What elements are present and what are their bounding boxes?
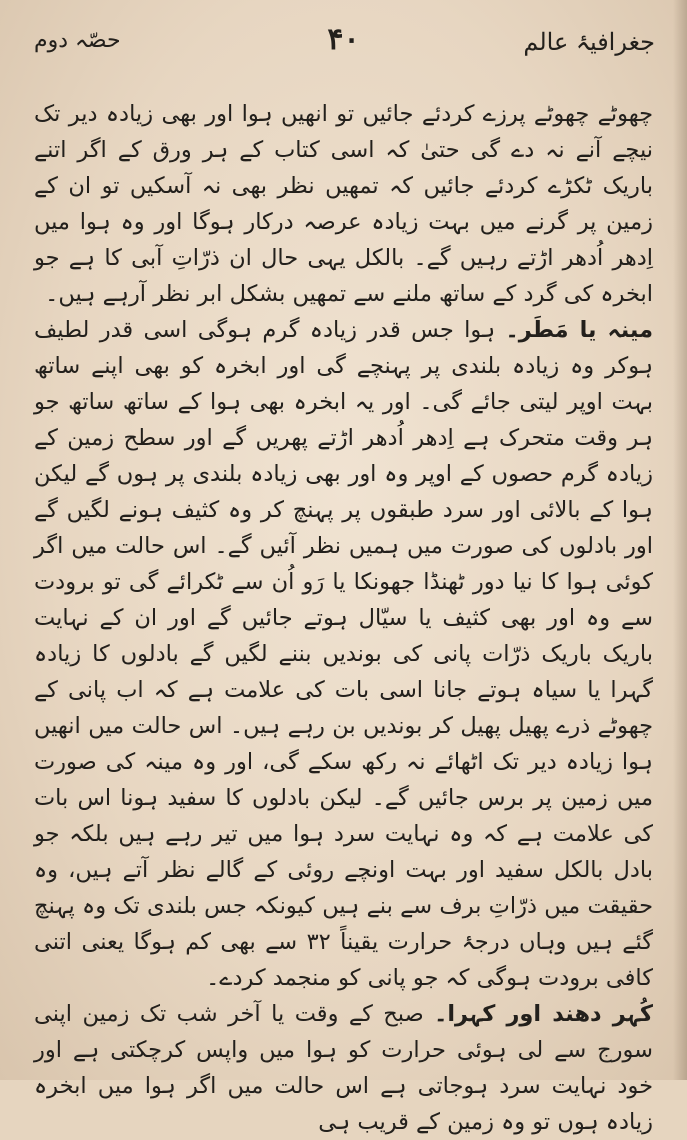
paragraph-3-text: صبح کے وقت یا آخر شب تک زمین اپنی سورج سے لی ہوئی حرارت کو ہوا میں واپس کرچکتی ہے اور خود نہایت سرد ہوجاتی ہے اس حالت میں اگر ہوا میں ابخرہ زیادہ ہوں تو وہ زمین کے قریب ہی xyxy=(34,1001,653,1135)
page-header xyxy=(28,22,659,62)
paragraph-3-heading: کُہر دھند اور کہرا۔ xyxy=(434,1001,653,1027)
paragraph-2-text: ہوا جس قدر زیادہ گرم ہوگی اسی قدر لطیف ہوکر وہ زیادہ بلندی پر پہنچے گی اور ابخرہ کو بھی اپنے ساتھ بہت اوپر لیتی جائے گی۔ اور یہ ابخرہ بھی ہوا کے ساتھ ساتھ جو ہر وقت متحرک ہے اِدھر اُدھر اڑتے پھریں گے اور سطح زمین کے زیادہ گرم حصوں کے اوپر وہ اور بھی زیادہ بلندی پر ہوں گے لیکن ہوا کے بالائی اور سرد طبقوں پر پہنچ کر وہ کثیف ہونے لگیں گے اور بادلوں کی صورت میں ہمیں نظر آئیں گے۔ اس حالت میں اگر کوئی ہوا کا نیا دور ٹھنڈا جھونکا یا رَو اُن سے ٹکرائے گی تو برودت سے وہ اور بھی کثیف یا سیّال ہوتے جائیں گے اور ان کے نہایت باریک باریک ذرّات پانی کی بوندیں بننے لگیں گے بادلوں کا زیادہ گہرا یا سیاہ ہوتے جانا اسی بات کی علامت ہے کہ اب پانی کے چھوٹے ذرے پھیل پھیل کر بوندیں بن رہے ہیں۔ اس حالت میں انھیں ہوا زیادہ دیر تک اٹھائے نہ رکھ سکے گی، اور وہ مینہ کی صورت میں زمین پر برس جائیں گے۔ لیکن بادلوں کا سفید ہونا اس بات کی علامت ہے کہ وہ نہایت سرد ہوا میں تیر رہے ہیں بلکہ جو بادل بالکل سفید اور بہت اونچے روئی کے گالے نظر آتے ہیں، وہ حقیقت میں ذرّاتِ برف سے بنے ہیں کیونکہ جس بلندی تک وہ پہنچ گئے ہیں وہاں درجۂ حرارت یقیناً ۳۲ سے بھی کم ہوگا یعنی اتنی کافی برودت ہوگی کہ جو پانی کو منجمد کردے۔ xyxy=(34,317,653,991)
paragraph-1 xyxy=(34,96,653,312)
paragraph-2 xyxy=(34,312,653,996)
paragraph-2-heading: مینہ یا مَطَر۔ xyxy=(505,317,654,343)
paragraph-3 xyxy=(34,996,653,1140)
page-body xyxy=(34,96,653,1140)
page-edge-shadow xyxy=(673,0,687,1080)
part-label: حصّہ دوم xyxy=(34,28,121,53)
page-number: ۴۰ xyxy=(327,22,360,57)
running-title: جغرافیۂ عالم xyxy=(523,28,655,56)
paragraph-1-text: چھوٹے چھوٹے پرزے کردئے جائیں تو انھیں ہوا اور بھی زیادہ دیر تک نیچے آنے نہ دے گی حتیٰ کہ اسی کتاب کے ہر ورق کے اگر اتنے باریک ٹکڑے کردئے جائیں کہ تمھیں نظر بھی نہ آسکیں تو ان کے زمین پر گرنے میں بہت زیادہ عرصہ درکار ہوگا اور وہ ہوا میں اِدھر اُدھر اڑتے رہیں گے۔ بالکل یہی حال ان ذرّاتِ آبی کا ہے جو ابخرہ کی گرد کے ساتھ ملنے سے تمھیں بشکل ابر نظر آرہے ہیں۔ xyxy=(34,101,653,307)
